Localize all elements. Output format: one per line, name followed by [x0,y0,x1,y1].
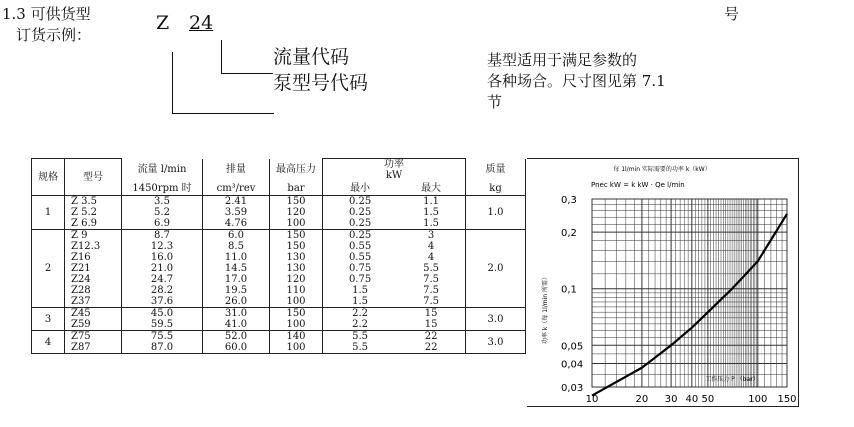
size-cell: 1 [32,196,65,230]
p-cell: 100 [270,342,323,354]
p-cell: 110 [270,285,323,296]
max-cell: 7.5 [397,296,465,308]
table-row [32,218,526,230]
max-cell: 15 [397,308,465,320]
table-row [32,263,526,274]
x-axis-label: 工作压力 P （bar） [705,376,759,383]
y-tick-label: 0,03 [561,383,584,394]
order-description [487,50,666,113]
model-cell: Z21 [65,263,122,274]
disp-cell: 17.0 [203,274,270,285]
power-chart-frame [527,158,799,407]
p-cell: 150 [270,308,323,320]
min-cell: 2.2 [323,308,398,320]
p-cell: 100 [270,218,323,230]
min-cell: 5.5 [323,331,398,343]
unit-power-max: 最大 [397,181,465,196]
table-row [32,296,526,308]
x-tick-label: 40 [685,394,699,405]
x-tick-label: 150 [777,394,797,405]
description-line1: 基型适用于满足参数的 [487,51,638,69]
y-tick-label: 0,05 [561,341,584,353]
order-prefix: Z [156,12,170,34]
min-cell: 0.25 [323,196,398,208]
min-cell: 1.5 [323,285,398,296]
header-displacement: 排量 [203,159,270,182]
max-cell: 1.5 [397,218,465,230]
x-tick-label: 100 [748,394,768,405]
header-flow: 流量 l/min [122,159,203,182]
model-cell: Z 6.9 [65,218,122,230]
size-cell: 2 [32,230,65,308]
table-row [32,342,526,354]
power-chart [527,159,798,406]
p-cell: 120 [270,207,323,218]
header-power [323,159,466,182]
disp-cell: 60.0 [203,342,270,354]
table-row [32,230,526,242]
size-cell: 3 [32,308,65,331]
header-power-unit: kW [385,170,403,181]
section-title-line1: 可供货型 [30,5,91,23]
table-row [32,308,526,320]
spec-table [31,158,526,354]
x-tick-label: 30 [664,394,678,405]
p-cell: 150 [270,241,323,252]
unit-flow: 1450rpm 时 [122,181,203,196]
max-cell: 22 [397,331,465,343]
min-cell: 0.55 [323,252,398,263]
min-cell: 1.5 [323,296,398,308]
max-cell: 15 [397,319,465,331]
header-mass: 质量 [466,159,526,182]
y-tick-label: 0,2 [561,228,577,240]
p-cell: 140 [270,331,323,343]
table-row [32,274,526,285]
table-row [32,252,526,263]
flow-cell: 6.9 [122,218,203,230]
flow-cell: 12.3 [122,241,203,252]
disp-cell: 6.0 [203,230,270,242]
corner-char: 号 [724,5,740,23]
flow-cell: 87.0 [122,342,203,354]
order-code: 24 [189,12,214,34]
max-cell: 7.5 [397,285,465,296]
flow-cell: 24.7 [122,274,203,285]
min-cell: 0.25 [323,207,398,218]
x-tick-label: 50 [701,394,715,405]
flow-code-vertical-line [221,40,222,73]
mass-cell: 2.0 [466,230,526,308]
header-model: 型号 [65,159,122,196]
max-cell: 1.1 [397,196,465,208]
description-line3: 节 [487,93,503,111]
model-cell: Z 5.2 [65,207,122,218]
section-heading [2,3,91,24]
header-size: 规格 [32,159,65,196]
min-cell: 2.2 [323,319,398,331]
p-cell: 150 [270,230,323,242]
max-cell: 22 [397,342,465,354]
flow-cell: 75.5 [122,331,203,343]
label-pump-code: 泵型号代码 [273,72,369,94]
mass-cell: 1.0 [466,196,526,230]
table-row [32,319,526,331]
max-cell: 7.5 [397,274,465,285]
flow-cell: 28.2 [122,285,203,296]
label-flow-code: 流量代码 [273,46,350,68]
model-cell: Z28 [65,285,122,296]
table-row [32,285,526,296]
unit-displacement: cm³/rev [203,181,270,196]
model-cell: Z37 [65,296,122,308]
description-line2: 各种场合。尺寸图见第 7.1 [487,72,666,90]
size-cell: 4 [32,331,65,354]
chart-title: 每 1l/min 实际需要的功率 k（kW） [613,166,711,173]
pump-code-horizontal-line [172,113,274,114]
unit-max-pressure: bar [270,181,323,196]
model-cell: Z12.3 [65,241,122,252]
disp-cell: 8.5 [203,241,270,252]
y-tick-label: 0,1 [561,284,577,296]
p-cell: 100 [270,319,323,331]
header-power-label: 功率 [384,159,404,170]
mass-cell: 3.0 [466,331,526,354]
flow-cell: 21.0 [122,263,203,274]
min-cell: 0.25 [323,230,398,242]
flow-code-horizontal-line [221,73,273,74]
disp-cell: 14.5 [203,263,270,274]
y-tick-label: 0,04 [561,359,584,371]
model-cell: Z16 [65,252,122,263]
pump-code-vertical-line [172,52,173,114]
disp-cell: 2.41 [203,196,270,208]
flow-cell: 45.0 [122,308,203,320]
section-title-line2: 订货示例： [16,26,92,44]
header-max-pressure: 最高压力 [270,159,323,182]
x-tick-label: 20 [635,394,649,405]
disp-cell: 3.59 [203,207,270,218]
unit-mass: kg [466,181,526,196]
y-axis-label: 功率 k（每 1l/min 所需） [542,273,549,345]
p-cell: 130 [270,263,323,274]
chart-formula: Pnec kW = k kW · Qe l/min [591,181,685,189]
table-row [32,196,526,208]
disp-cell: 11.0 [203,252,270,263]
flow-cell: 37.6 [122,296,203,308]
model-cell: Z 3.5 [65,196,122,208]
disp-cell: 4.76 [203,218,270,230]
max-cell: 5.5 [397,263,465,274]
model-cell: Z 9 [65,230,122,242]
disp-cell: 52.0 [203,331,270,343]
table-row [32,241,526,252]
max-cell: 4 [397,241,465,252]
flow-cell: 16.0 [122,252,203,263]
model-cell: Z24 [65,274,122,285]
max-cell: 3 [397,230,465,242]
model-cell: Z75 [65,331,122,343]
model-cell: Z59 [65,319,122,331]
disp-cell: 19.5 [203,285,270,296]
p-cell: 100 [270,296,323,308]
flow-cell: 3.5 [122,196,203,208]
max-cell: 1.5 [397,207,465,218]
unit-power-min: 最小 [323,181,398,196]
max-cell: 4 [397,252,465,263]
flow-cell: 59.5 [122,319,203,331]
disp-cell: 31.0 [203,308,270,320]
model-cell: Z87 [65,342,122,354]
model-cell: Z45 [65,308,122,320]
min-cell: 0.75 [323,263,398,274]
section-number: 1.3 [2,5,26,23]
disp-cell: 41.0 [203,319,270,331]
min-cell: 5.5 [323,342,398,354]
y-tick-label: 0,3 [561,195,577,206]
p-cell: 120 [270,274,323,285]
min-cell: 0.75 [323,274,398,285]
flow-cell: 5.2 [122,207,203,218]
min-cell: 0.55 [323,241,398,252]
table-row [32,207,526,218]
p-cell: 130 [270,252,323,263]
p-cell: 150 [270,196,323,208]
x-tick-label: 10 [585,394,599,405]
disp-cell: 26.0 [203,296,270,308]
flow-cell: 8.7 [122,230,203,242]
mass-cell: 3.0 [466,308,526,331]
min-cell: 0.25 [323,218,398,230]
table-row [32,331,526,343]
